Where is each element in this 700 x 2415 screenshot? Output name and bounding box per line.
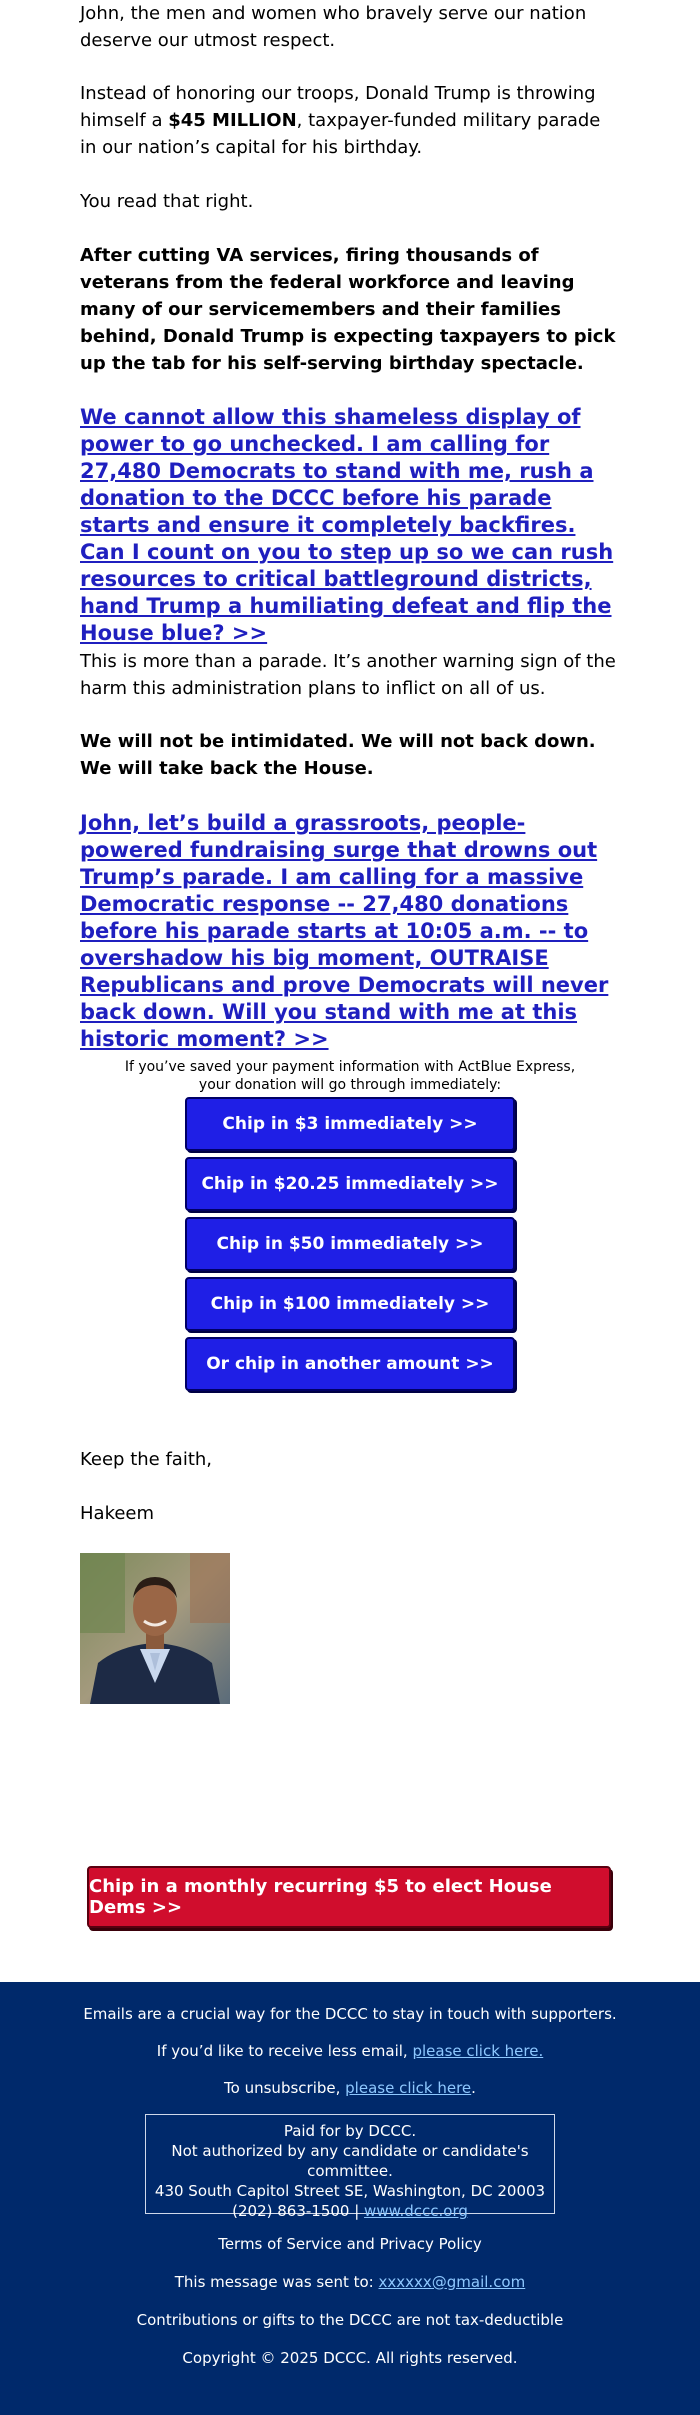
footer-unsubscribe — [0, 2078, 700, 2098]
paragraph-parade — [80, 80, 620, 161]
tax-note: Contributions or gifts to the DCCC are not tax-deductible — [136, 2311, 564, 2329]
phone-site-line — [146, 2201, 554, 2221]
donate-50-button[interactable]: Chip in $50 immediately >> — [185, 1217, 515, 1271]
paragraph-parade-b: , taxpayer-funded military parade in our nation’s capital for his birthday. — [80, 110, 601, 158]
donate-link-1[interactable]: We cannot allow this shameless display of power to go unchecked. I am calling for 27,480 Democrats to stand with me, rush a donation to the DCCC before his parade starts and ensure it completely backfires. Can I count on you to step up so we can rush resources to critical battleground districts, hand Trump a humiliating defeat and flip the House blue? >> — [80, 405, 614, 645]
paid-for-line: Paid for by DCCC. — [283, 2122, 417, 2140]
paragraph-parade-a: Instead of honoring our troops, Donald Trump is throwing himself a — [80, 83, 596, 131]
express-note — [0, 1058, 700, 1094]
paragraph-warning: This is more than a parade. It’s another warning sign of the harm this administration plans to inflict on all of us. — [80, 651, 616, 699]
donate-20-25-button[interactable]: Chip in $20.25 immediately >> — [185, 1157, 515, 1211]
donate-3-button[interactable]: Chip in $3 immediately >> — [185, 1097, 515, 1151]
address-line: 430 South Capitol Street SE, Washington, DC 20003 — [154, 2182, 546, 2200]
footer — [0, 1982, 700, 2415]
not-authorized-line: Not authorized by any candidate or candidate's committee. — [171, 2142, 529, 2180]
phone: (202) 863-1500 | — [232, 2202, 365, 2220]
unsubscribe-link[interactable]: please click here — [345, 2079, 472, 2097]
monthly-recurring-button[interactable]: Chip in a monthly recurring $5 to elect House Dems >> — [87, 1866, 611, 1928]
donate-other-amount-button[interactable]: Or chip in another amount >> — [185, 1337, 515, 1391]
donate-100-button[interactable]: Chip in $100 immediately >> — [185, 1277, 515, 1331]
parade-cost: $45 MILLION — [168, 110, 297, 131]
portrait-image — [80, 1553, 230, 1704]
terms-link[interactable]: Terms of Service and Privacy Policy — [218, 2235, 482, 2253]
footer-less-email — [0, 2041, 700, 2061]
paragraph-resolve: We will not be intimidated. We will not back down. We will take back the House. — [80, 731, 596, 779]
unsubscribe-period: . — [471, 2079, 476, 2097]
signature: Hakeem — [80, 1503, 155, 1524]
less-email-link[interactable]: please click here. — [412, 2042, 544, 2060]
footer-email-note: Emails are a crucial way for the DCCC to stay in touch with supporters. — [83, 2005, 617, 2023]
copyright: Copyright © 2025 DCCC. All rights reserved. — [182, 2349, 518, 2367]
express-note-line-2: your donation will go through immediately: — [198, 1077, 502, 1093]
paid-for-box — [145, 2114, 555, 2220]
dccc-site-link[interactable]: www.dccc.org — [364, 2202, 468, 2220]
donate-link-2[interactable]: John, let’s build a grassroots, people-powered fundraising surge that drowns out Trump’s parade. I am calling for a massive Democratic response -- 27,480 donations before his parade starts at 10:05 a.m. -- to overshadow his big moment, OUTRAISE Republicans and prove Democrats will never back down. Will you stand with me at this historic moment? >> — [80, 811, 609, 1051]
unsubscribe-text: To unsubscribe, — [224, 2079, 346, 2097]
paragraph-read-right: You read that right. — [80, 191, 254, 212]
sent-to-text: This message was sent to: — [174, 2273, 379, 2291]
closing: Keep the faith, — [80, 1449, 213, 1470]
footer-sent-to — [0, 2272, 700, 2292]
less-email-text: If you’d like to receive less email, — [156, 2042, 413, 2060]
express-note-line-1: If you’ve saved your payment information with ActBlue Express, — [124, 1059, 576, 1075]
paragraph-intro: John, the men and women who bravely serve our nation deserve our utmost respect. — [80, 3, 587, 51]
hakeem-portrait-photo — [80, 1553, 230, 1704]
paragraph-va-cuts: After cutting VA services, firing thousands of veterans from the federal workforce and leaving many of our servicemembers and their families behind, Donald Trump is expecting taxpayers to pick up the tab for his self-serving birthday spectacle. — [80, 245, 616, 374]
recipient-email-link[interactable]: xxxxxx@gmail.com — [378, 2273, 526, 2291]
